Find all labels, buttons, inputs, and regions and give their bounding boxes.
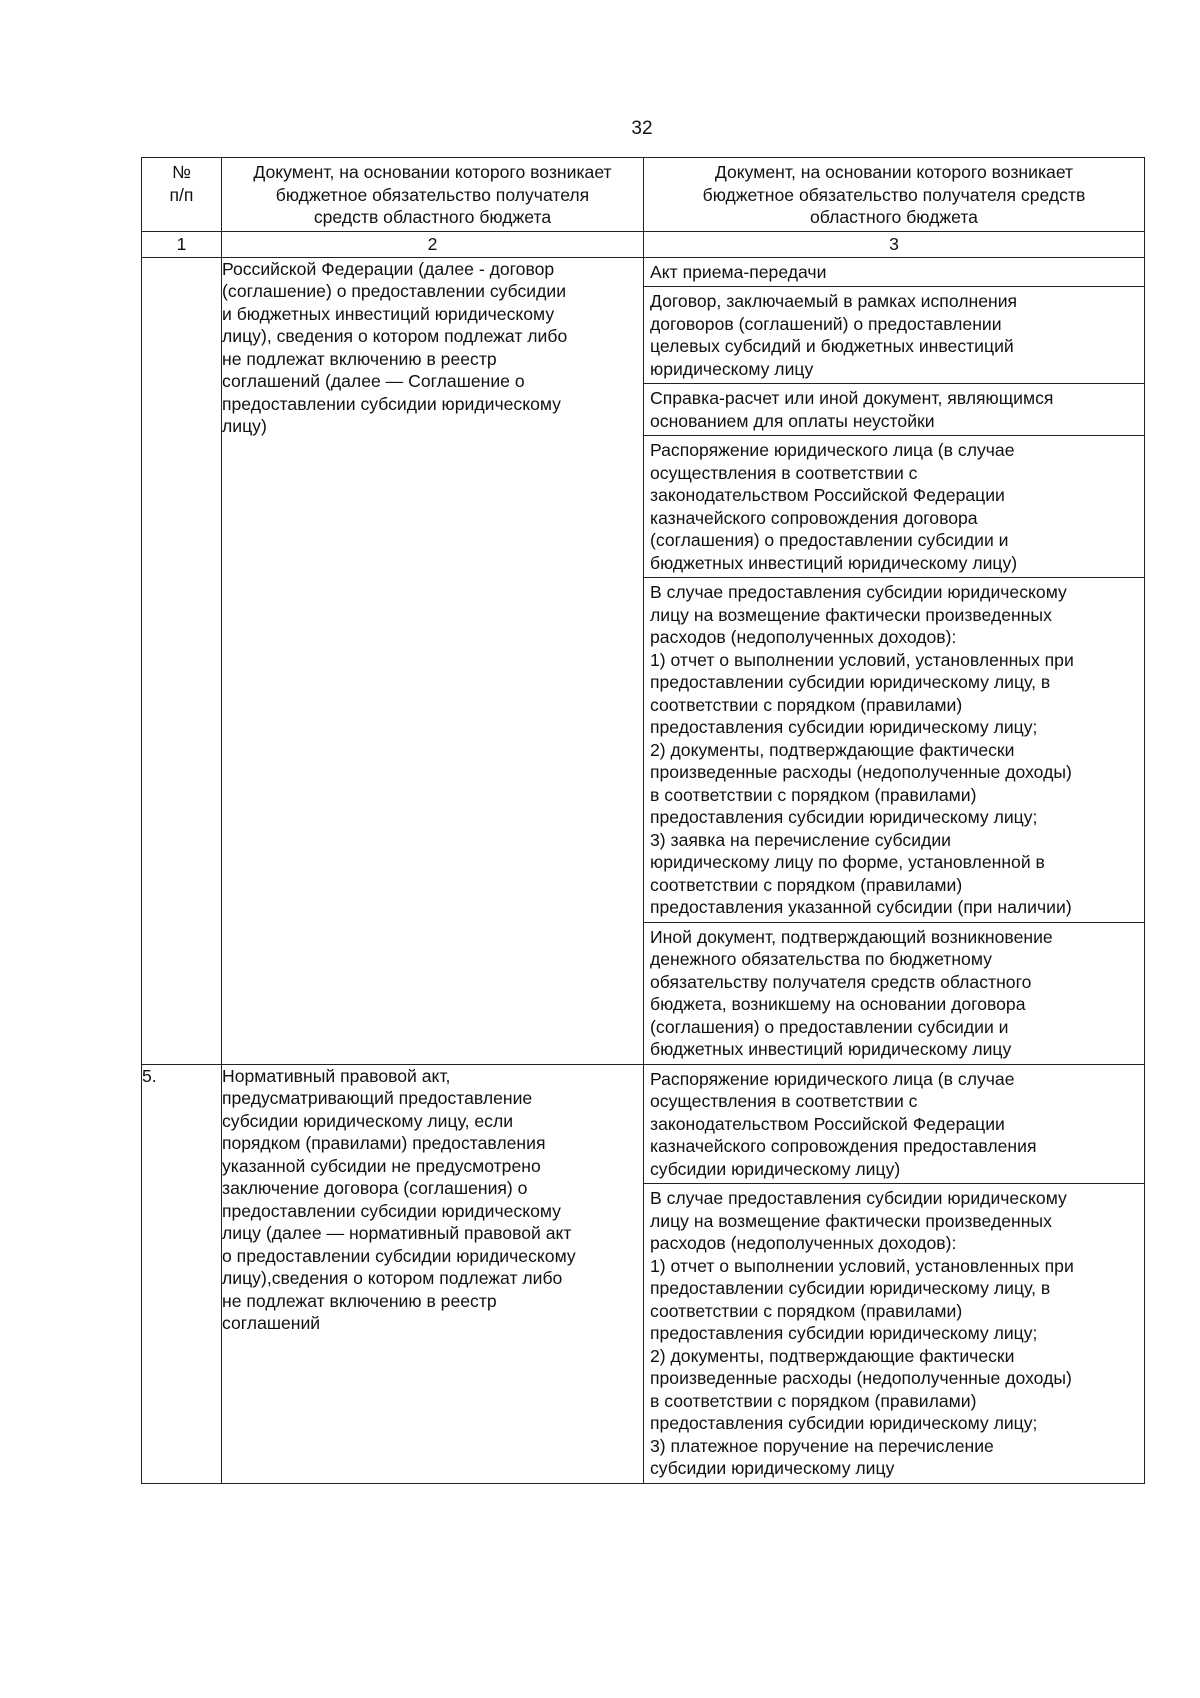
document-entry [644,923,1144,1064]
text-line: Нормативный правовой акт, [222,1065,451,1086]
header-line: Документ, на основании которого возникает [253,162,612,182]
text-line: Распоряжение юридического лица (в случае [650,1068,1015,1089]
text-line: лицу) [222,416,267,436]
text-line: Акт приема-передачи [650,261,827,282]
text-line: соответствии с порядком (правилами) [650,694,963,715]
text-line: соглашений (далее — Соглашение о [222,371,525,391]
page-number: 32 [631,118,653,139]
text-line: предусматривающий предоставление [222,1088,533,1108]
text-line: (соглашения) о предоставлении субсидии и [650,1016,1009,1037]
column-numbers-row [142,231,1145,257]
text-line: предоставлении субсидии юридическому [222,1200,561,1221]
text-line: предоставлении субсидии юридическому лицу, в [650,1278,1051,1298]
text-line: Иной документ, подтверждающий возникновение [650,926,1053,947]
text-line: юридическому лицу [650,358,814,379]
text-line: казначейского сопровождения договора [650,507,978,528]
text-line: бюджетных инвестиций юридическому лицу) [650,552,1018,573]
text-line: предоставления субсидии юридическому лицу; [650,807,1038,827]
text-line: 1) отчет о выполнении условий, установленных при [650,1255,1074,1276]
header-line: областного бюджета [810,207,978,227]
documents-cell [644,257,1145,1064]
text-line: субсидии юридическому лицу [650,1458,895,1478]
text-line: лицу), сведения о котором подлежат либо [222,326,568,346]
document-list [644,258,1144,1064]
text-line: обязательству получателя средств областного [650,971,1032,992]
table-header-row [142,158,1145,232]
text-line: юридическому лицу по форме, установленной в [650,852,1045,872]
text-line: предоставления субсидии юридическому лицу; [650,1323,1038,1343]
document-entry [644,436,1144,578]
basis-text [222,258,643,438]
document-entry [644,1184,1144,1483]
text-line: лицу (далее — нормативный правовой акт [222,1223,572,1243]
text-line: целевых субсидий и бюджетных инвестиций [650,336,1014,356]
column-number: 2 [222,231,644,257]
document-entry [644,287,1144,384]
table-row [142,257,1145,1064]
text-line: в соответствии с порядком (правилами) [650,1390,977,1411]
text-line: лицу),сведения о котором подлежат либо [222,1268,563,1288]
text-line: 3) платежное поручение на перечисление [650,1435,994,1456]
basis-document-cell [222,257,644,1064]
document-entry [644,384,1144,436]
header-line: бюджетное обязательство получателя [275,184,590,205]
basis-document-cell [222,1064,644,1483]
text-line: в соответствии с порядком (правилами) [650,784,977,805]
text-line: 2) документы, подтверждающие фактически [650,739,1015,760]
text-line: казначейского сопровождения предоставления [650,1136,1037,1156]
text-line: предоставлении субсидии юридическому [222,393,561,414]
text-line: 1) отчет о выполнении условий, установленных при [650,649,1074,670]
header-col-documents [644,158,1145,232]
row-number [142,257,222,1064]
documents-cell [644,1064,1145,1483]
text-line: предоставлении субсидии юридическому лицу, в [650,672,1051,692]
text-line: заключение договора (соглашения) о [222,1178,528,1198]
text-line: 2) документы, подтверждающие фактически [650,1345,1015,1366]
text-line: субсидии юридическому лицу, если [222,1110,514,1131]
text-line: не подлежат включению в реестр [222,348,497,369]
text-line: бюджетных инвестиций юридическому лицу [650,1039,1012,1059]
header-line: п/п [169,184,194,205]
basis-text [222,1065,643,1335]
text-line: законодательством Российской Федерации [650,1113,1005,1134]
text-line: Распоряжение юридического лица (в случае [650,440,1015,460]
text-line: (соглашения) о предоставлении субсидии и [650,530,1009,550]
document-entry [644,578,1144,923]
text-line: о предоставлении субсидии юридическому [222,1245,576,1266]
text-line: 3) заявка на перечисление субсидии [650,829,951,850]
text-line: денежного обязательства по бюджетному [650,949,992,969]
text-line: бюджета, возникшему на основании договора [650,994,1026,1014]
text-line: порядком (правилами) предоставления [222,1133,546,1153]
text-line: субсидии юридическому лицу) [650,1158,901,1179]
document-list [644,1065,1144,1483]
text-line: и бюджетных инвестиций юридическому [222,303,555,324]
text-line: соответствии с порядком (правилами) [650,1300,963,1321]
column-number: 1 [142,231,222,257]
text-line: В случае предоставления субсидии юридическому [650,582,1067,602]
text-line: осуществления в соответствии с [650,1091,918,1111]
text-line: предоставления субсидии юридическому лицу; [650,717,1038,737]
document-entry [644,1065,1144,1185]
header-col-basis [222,158,644,232]
text-line: соответствии с порядком (правилами) [650,874,963,895]
text-line: предоставления субсидии юридическому лицу; [650,1413,1038,1433]
header-line: бюджетное обязательство получателя средств [702,184,1086,205]
document-entry [644,258,1144,288]
column-number: 3 [644,231,1145,257]
text-line: В случае предоставления субсидии юридическому [650,1188,1067,1208]
text-line: указанной субсидии не предусмотрено [222,1155,541,1176]
documents-table [141,157,1145,1484]
text-line: лицу на возмещение фактически произведенных [650,1210,1052,1231]
text-line: расходов (недополученных доходов): [650,1233,957,1253]
text-line: осуществления в соответствии с [650,462,918,483]
text-line: предоставления указанной субсидии (при наличии) [650,897,1072,917]
text-line: не подлежат включению в реестр [222,1290,497,1311]
header-line: средств областного бюджета [313,207,552,227]
text-line: произведенные расходы (недополученные доходы) [650,1368,1072,1388]
header-line: Документ, на основании которого возникает [714,162,1074,182]
text-line: договоров (соглашений) о предоставлении [650,313,1002,334]
text-line: расходов (недополученных доходов): [650,627,957,647]
header-col-number [142,158,222,232]
text-line: соглашений [222,1313,321,1333]
text-line: Договор, заключаемый в рамках исполнения [650,291,1018,311]
text-line: лицу на возмещение фактически произведенных [650,604,1052,625]
header-line: № [172,162,191,182]
text-line: (соглашение) о предоставлении субсидии [222,281,567,301]
text-line: основанием для оплаты неустойки [650,410,935,431]
table-row [142,1064,1145,1483]
text-line: Российской Федерации (далее - договор [222,258,555,279]
text-line: Справка-расчет или иной документ, являющимся [650,388,1054,408]
text-line: произведенные расходы (недополученные доходы) [650,762,1072,782]
text-line: законодательством Российской Федерации [650,485,1005,505]
row-number: 5. [142,1064,222,1483]
